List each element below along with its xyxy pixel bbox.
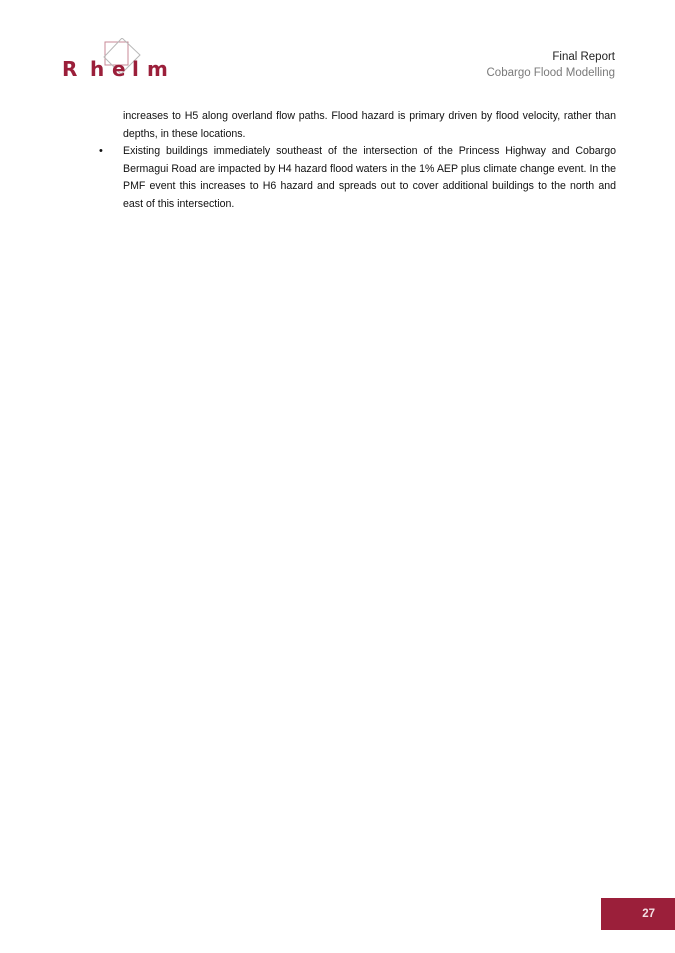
bullet-icon: • (99, 145, 103, 157)
document-header (487, 49, 616, 81)
svg-text:R: R (62, 57, 78, 81)
svg-text:m: m (147, 57, 168, 81)
rhelm-logo-icon (60, 38, 180, 82)
bullet-text: Existing buildings immediately southeast of the intersection of the Princess Highway and Cobargo Bermagui Road are impacted by H4 hazard flood waters in the 1% AEP plus climate change event. In the PMF event this increases to H6 hazard and spreads out to cover additional buildings to the north and east of this intersection. (123, 145, 616, 210)
report-title: Final Report (552, 51, 615, 63)
continued-paragraph: increases to H5 along overland flow paths. Flood hazard is primary driven by flood velocity, rather than depths, in these locations. (123, 110, 616, 140)
report-subtitle: Cobargo Flood Modelling (486, 67, 615, 79)
svg-text:l: l (132, 57, 139, 81)
svg-text:e: e (112, 57, 126, 81)
page-body (99, 108, 616, 213)
page-number: 27 (601, 898, 675, 930)
svg-text:h: h (90, 57, 105, 81)
bullet-item (99, 143, 616, 213)
rhelm-logo (60, 38, 180, 82)
